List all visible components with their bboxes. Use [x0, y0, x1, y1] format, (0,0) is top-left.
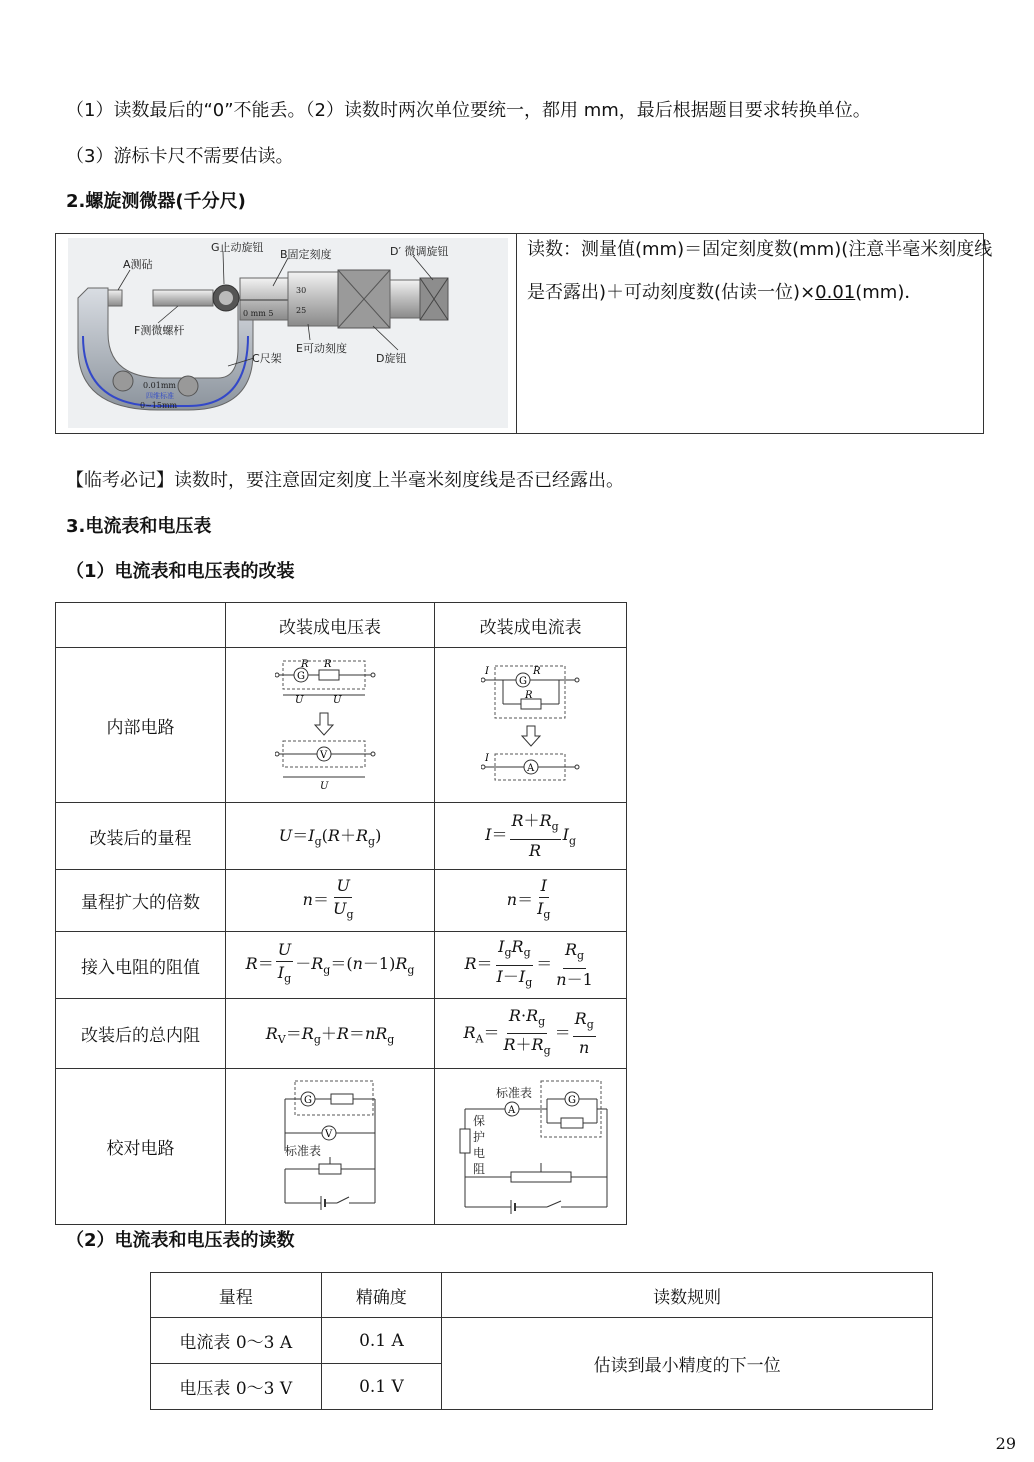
- svg-text:0.01mm: 0.01mm: [143, 381, 176, 390]
- current-internal-circuit: [435, 648, 627, 803]
- micrometer-heading: 2.螺旋测微器(千分尺): [66, 191, 246, 212]
- svg-text:D旋钮: D旋钮: [376, 352, 407, 365]
- voltage-internal-circuit: [225, 648, 434, 803]
- precision-voltmeter: 0.1 V: [321, 1364, 442, 1410]
- reading-table: [150, 1272, 933, 1410]
- svg-text:R: R: [324, 659, 332, 670]
- header-range: 量程: [151, 1273, 322, 1318]
- current-total-formula: $R_A=$ $\frac{R\cdot R_g}{R+R_g}$ ＝ $\frac{R_g}{n}$: [435, 999, 627, 1069]
- page-number: 29: [995, 1434, 1016, 1453]
- row-label-range: 改装后的量程: [56, 803, 226, 870]
- svg-text:G: G: [297, 671, 306, 682]
- svg-text:C尺架: C尺架: [252, 352, 282, 365]
- svg-text:护: 护: [472, 1129, 485, 1144]
- row-label-total: 改装后的总内阻: [56, 999, 226, 1069]
- svg-text:30: 30: [296, 286, 307, 295]
- current-factor-formula: n＝ $\frac{I}{I_g}$: [435, 870, 627, 932]
- meters-heading: 3.电流表和电压表: [66, 516, 212, 537]
- voltage-resistor-formula: R＝ $\frac{U}{I_g}$ $-R_g=(n-1)R_g$: [225, 932, 434, 999]
- row-label-calibration: 校对电路: [56, 1069, 226, 1225]
- micrometer-reading-line2: 是否露出)＋可动刻度数(估读一位)×0.01(mm)．: [527, 282, 923, 303]
- voltage-factor-formula: n＝ $\frac{U}{U_g}$: [225, 870, 434, 932]
- svg-text:E可动刻度: E可动刻度: [296, 342, 347, 355]
- conversion-table: [55, 602, 627, 1225]
- svg-text:四维标准: 四维标准: [146, 392, 174, 400]
- svg-text:G止动旋钮: G止动旋钮: [211, 241, 264, 254]
- svg-text:0 mm 5: 0 mm 5: [243, 309, 274, 318]
- svg-text:保: 保: [472, 1113, 485, 1128]
- row-label-resistor: 接入电阻的阻值: [56, 932, 226, 999]
- svg-text:阻: 阻: [472, 1161, 485, 1176]
- svg-text:I: I: [484, 666, 489, 677]
- svg-text:F测微螺杆: F测微螺杆: [134, 324, 185, 337]
- svg-text:U: U: [320, 781, 329, 792]
- svg-text:V: V: [325, 1128, 333, 1140]
- row-label-circuit: 内部电路: [56, 648, 226, 803]
- range-voltmeter: 电压表 0～3 V: [151, 1364, 322, 1410]
- precision-ammeter: 0.1 A: [321, 1318, 442, 1364]
- row-label-factor: 量程扩大的倍数: [56, 870, 226, 932]
- svg-text:I: I: [484, 753, 489, 764]
- svg-text:R: R: [301, 659, 309, 670]
- svg-text:U: U: [333, 695, 342, 706]
- voltage-calibration-circuit: [225, 1069, 434, 1225]
- voltage-total-formula: $R_V=R_g+R=nR_g$: [225, 999, 434, 1069]
- svg-text:U: U: [295, 695, 304, 706]
- col-header-current: 改装成电流表: [435, 603, 627, 648]
- svg-text:G: G: [518, 676, 527, 687]
- svg-text:0~15mm: 0~15mm: [140, 401, 178, 410]
- conversion-subheading: （1）电流表和电压表的改装: [66, 561, 295, 582]
- note-line-2: （3）游标卡尺不需要估读。: [66, 146, 294, 167]
- col-header-voltage: 改装成电压表: [225, 603, 434, 648]
- svg-text:电: 电: [472, 1145, 485, 1160]
- exam-tip: 【临考必记】读数时，要注意固定刻度上半毫米刻度线是否已经露出。: [66, 470, 624, 491]
- micrometer-figure: [68, 238, 508, 428]
- micrometer-box: [55, 233, 993, 434]
- svg-text:R: R: [524, 690, 533, 701]
- svg-text:D′ 微调旋钮: D′ 微调旋钮: [390, 245, 449, 258]
- svg-text:标准表: 标准表: [495, 1085, 532, 1100]
- current-range-formula: I＝ $\frac{R+R_g}{R}$ $I_g$: [435, 803, 627, 870]
- reading-precision-value: 0.01: [815, 282, 856, 303]
- header-rule: 读数规则: [442, 1273, 933, 1318]
- micrometer-reading-line1: 读数：测量值(mm)＝固定刻度数(mm)(注意半毫米刻度线: [527, 239, 993, 260]
- svg-text:A测砧: A测砧: [123, 258, 153, 271]
- svg-text:R: R: [532, 666, 541, 677]
- svg-text:标准表: 标准表: [285, 1143, 322, 1158]
- voltage-range-formula: $U=I_g(R+R_g)$: [225, 803, 434, 870]
- reading-subheading: （2）电流表和电压表的读数: [66, 1230, 295, 1251]
- svg-text:25: 25: [296, 306, 307, 315]
- svg-text:V: V: [320, 750, 328, 761]
- current-calibration-circuit: [435, 1069, 627, 1225]
- note-line-1: （1）读数最后的“0”不能丢。（2）读数时两次单位要统一，都用 mm，最后根据题目要求转换单位。: [66, 100, 871, 121]
- reading-rule: 估读到最小精度的下一位: [442, 1318, 933, 1410]
- svg-text:A: A: [507, 1104, 515, 1116]
- svg-text:A: A: [526, 763, 534, 774]
- svg-text:B固定刻度: B固定刻度: [280, 248, 332, 261]
- svg-text:G: G: [304, 1094, 313, 1106]
- range-ammeter: 电流表 0～3 A: [151, 1318, 322, 1364]
- current-resistor-formula: R＝ $\frac{I_gR_g}{I-I_g}$ ＝ $\frac{R_g}{n-1}$: [435, 932, 627, 999]
- svg-text:G: G: [567, 1094, 576, 1106]
- header-precision: 精确度: [321, 1273, 442, 1318]
